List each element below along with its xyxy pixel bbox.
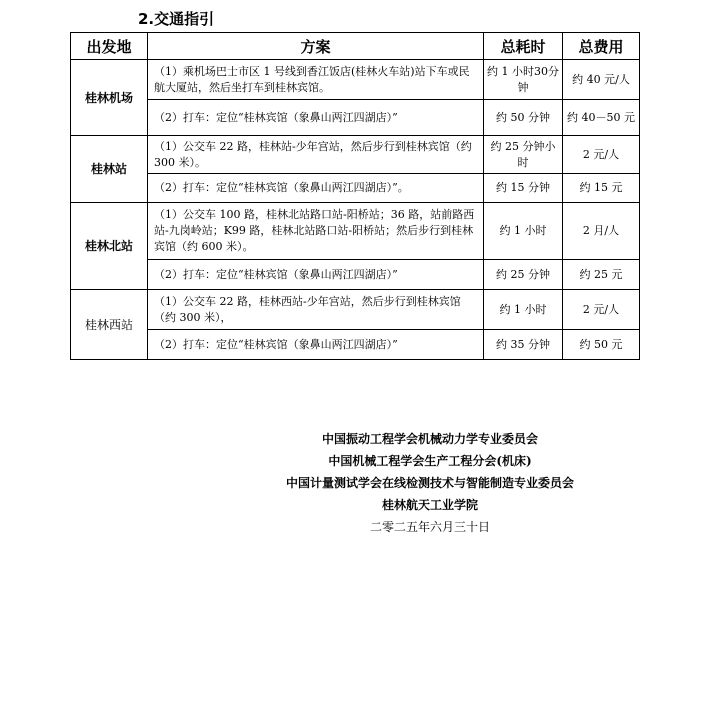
origin-cell: 桂林机场 xyxy=(71,60,148,136)
plan-cell: （1）公交车 22 路，桂林西站-少年宫站，然后步行到桂林宾馆（约 300 米）， xyxy=(148,290,484,330)
plan-cell: （1）公交车 100 路，桂林北站路口站-阳桥站；36 路，站前路西站-九岗岭站；K99 路，桂林北站路口站-阳桥站；然后步行到桂林宾馆（约 600 米）。 xyxy=(148,203,484,260)
plan-cell: （2）打车：定位“桂林宾馆（象鼻山两江四湖店）” xyxy=(148,260,484,290)
cost-cell: 约 50 元 xyxy=(563,330,640,360)
table-row xyxy=(71,100,640,136)
time-cell: 约 1 小时30分钟 xyxy=(484,60,563,100)
origin-cell: 桂林站 xyxy=(71,136,148,203)
signature-org: 中国振动工程学会机械动力学专业委员会 xyxy=(321,432,538,446)
signature-org: 中国机械工程学会生产工程分会(机床) xyxy=(328,454,532,468)
time-cell: 约 25 分钟 xyxy=(484,260,563,290)
cost-cell: 约 40 元/人 xyxy=(563,60,640,100)
header-origin: 出发地 xyxy=(71,33,148,60)
cost-cell: 约 15 元 xyxy=(563,174,640,203)
cost-cell: 2 月/人 xyxy=(563,203,640,260)
table-row xyxy=(71,260,640,290)
table-header-row xyxy=(71,33,640,60)
table-row xyxy=(71,330,640,360)
plan-cell: （2）打车：定位“桂林宾馆（象鼻山两江四湖店）” xyxy=(148,100,484,136)
plan-cell: （2）打车：定位“桂林宾馆（象鼻山两江四湖店）”。 xyxy=(148,174,484,203)
time-cell: 约 1 小时 xyxy=(484,203,563,260)
plan-cell: （1）乘机场巴士市区 1 号线到香江饭店(桂林火车站)站下车或民航大厦站，然后坐打车到桂林宾馆。 xyxy=(148,60,484,100)
signature-date: 二零二五年六月三十日 xyxy=(369,520,490,534)
table-row xyxy=(71,136,640,174)
time-cell: 约 50 分钟 xyxy=(484,100,563,136)
time-cell: 约 35 分钟 xyxy=(484,330,563,360)
time-cell: 约 1 小时 xyxy=(484,290,563,330)
transport-table xyxy=(70,32,640,360)
section-heading: 2.交通指引 xyxy=(138,10,215,28)
signature-block xyxy=(250,428,610,538)
table-row xyxy=(71,174,640,203)
header-plan: 方案 xyxy=(148,33,484,60)
table-row xyxy=(71,290,640,330)
cost-cell: 2 元/人 xyxy=(563,136,640,174)
header-time: 总耗时 xyxy=(484,33,563,60)
signature-org: 中国计量测试学会在线检测技术与智能制造专业委员会 xyxy=(285,476,574,490)
signature-org: 桂林航天工业学院 xyxy=(381,498,478,512)
time-cell: 约 25 分钟小时 xyxy=(484,136,563,174)
origin-cell: 桂林西站 xyxy=(71,290,148,360)
table-row xyxy=(71,203,640,260)
header-cost: 总费用 xyxy=(563,33,640,60)
cost-cell: 约 25 元 xyxy=(563,260,640,290)
time-cell: 约 15 分钟 xyxy=(484,174,563,203)
table-row xyxy=(71,60,640,100)
plan-cell: （2）打车：定位“桂林宾馆（象鼻山两江四湖店）” xyxy=(148,330,484,360)
origin-cell: 桂林北站 xyxy=(71,203,148,290)
plan-cell: （1）公交车 22 路，桂林站-少年宫站，然后步行到桂林宾馆（约 300 米）。 xyxy=(148,136,484,174)
cost-cell: 2 元/人 xyxy=(563,290,640,330)
cost-cell: 约 40－50 元 xyxy=(563,100,640,136)
